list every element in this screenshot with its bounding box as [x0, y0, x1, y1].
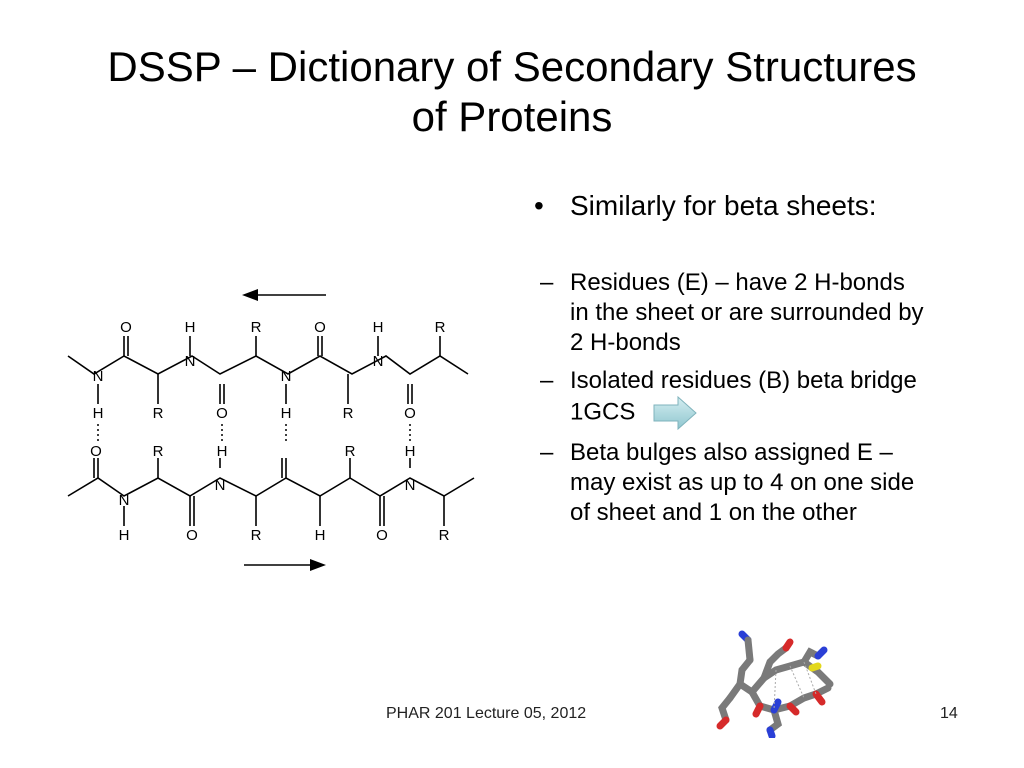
bottom-row-label: H	[314, 527, 326, 544]
top-chain-n: N	[184, 353, 196, 370]
bottom-row-label: O	[186, 527, 198, 544]
top-atom-label: R	[434, 319, 446, 336]
sub-bullet-dash: –	[540, 269, 554, 296]
top-chain-n: N	[280, 368, 292, 385]
top-below-label: R	[342, 405, 354, 422]
bottom-above-label: H	[216, 443, 228, 460]
bottom-row-label: O	[376, 527, 388, 544]
top-below-label: H	[92, 405, 104, 422]
slide-title	[40, 42, 984, 142]
top-below-label: H	[280, 405, 292, 422]
sub-bullet-text: Beta bulges also assigned E – may exist as up to 4 on one side of sheet and 1 on the other	[570, 439, 915, 526]
top-below-label: O	[216, 405, 228, 422]
bullet-text: Similarly for beta sheets:	[570, 190, 877, 221]
sub-bullet	[534, 366, 974, 430]
bottom-above-label: R	[344, 443, 356, 460]
top-below-label: R	[152, 405, 164, 422]
sub-bullet-dash: –	[540, 439, 554, 466]
bottom-row-label: H	[118, 527, 130, 544]
sub-bullet	[534, 438, 974, 528]
bottom-chain-n: N	[214, 477, 226, 494]
arrow-right-icon	[244, 559, 326, 571]
bottom-row-label: R	[438, 527, 450, 544]
sub-bullet-dash: –	[540, 367, 554, 394]
main-bullet	[534, 188, 974, 224]
top-atom-label: H	[372, 319, 384, 336]
top-atom-label: R	[250, 319, 262, 336]
top-atom-label: H	[184, 319, 196, 336]
top-below-label: O	[404, 405, 416, 422]
sub-bullet-list	[534, 268, 974, 528]
sub-bullet-text: Isolated residues (B) beta bridge 1GCS	[570, 367, 917, 426]
sub-bullet	[534, 268, 974, 358]
top-chain-n: N	[372, 353, 384, 370]
top-atom-label: O	[120, 319, 132, 336]
top-atom-label: O	[314, 319, 326, 336]
sub-bullet-text-wrap	[570, 366, 930, 430]
title-line-1: DSSP – Dictionary of Secondary Structures	[107, 43, 917, 90]
title-line-2: of Proteins	[411, 93, 613, 140]
protein-molecule-icon	[712, 626, 842, 738]
bottom-chain-n: N	[404, 477, 416, 494]
beta-sheet-diagram	[60, 280, 480, 580]
bottom-above-label: R	[152, 443, 164, 460]
top-chain-n: N	[92, 368, 104, 385]
bottom-above-label: H	[404, 443, 416, 460]
bottom-above-label: O	[90, 443, 102, 460]
footer-text: PHAR 201 Lecture 05, 2012	[386, 705, 587, 722]
action-arrow-icon[interactable]	[652, 396, 698, 430]
page-number: 14	[940, 705, 958, 722]
bottom-chain-n: N	[118, 492, 130, 509]
slide-content	[534, 188, 974, 536]
arrow-left-icon	[242, 289, 326, 301]
sub-bullet-text: Residues (E) – have 2 H-bonds in the sheet or are surrounded by 2 H-bonds	[570, 269, 924, 356]
bottom-row-label: R	[250, 527, 262, 544]
bullet-mark: •	[534, 190, 544, 221]
